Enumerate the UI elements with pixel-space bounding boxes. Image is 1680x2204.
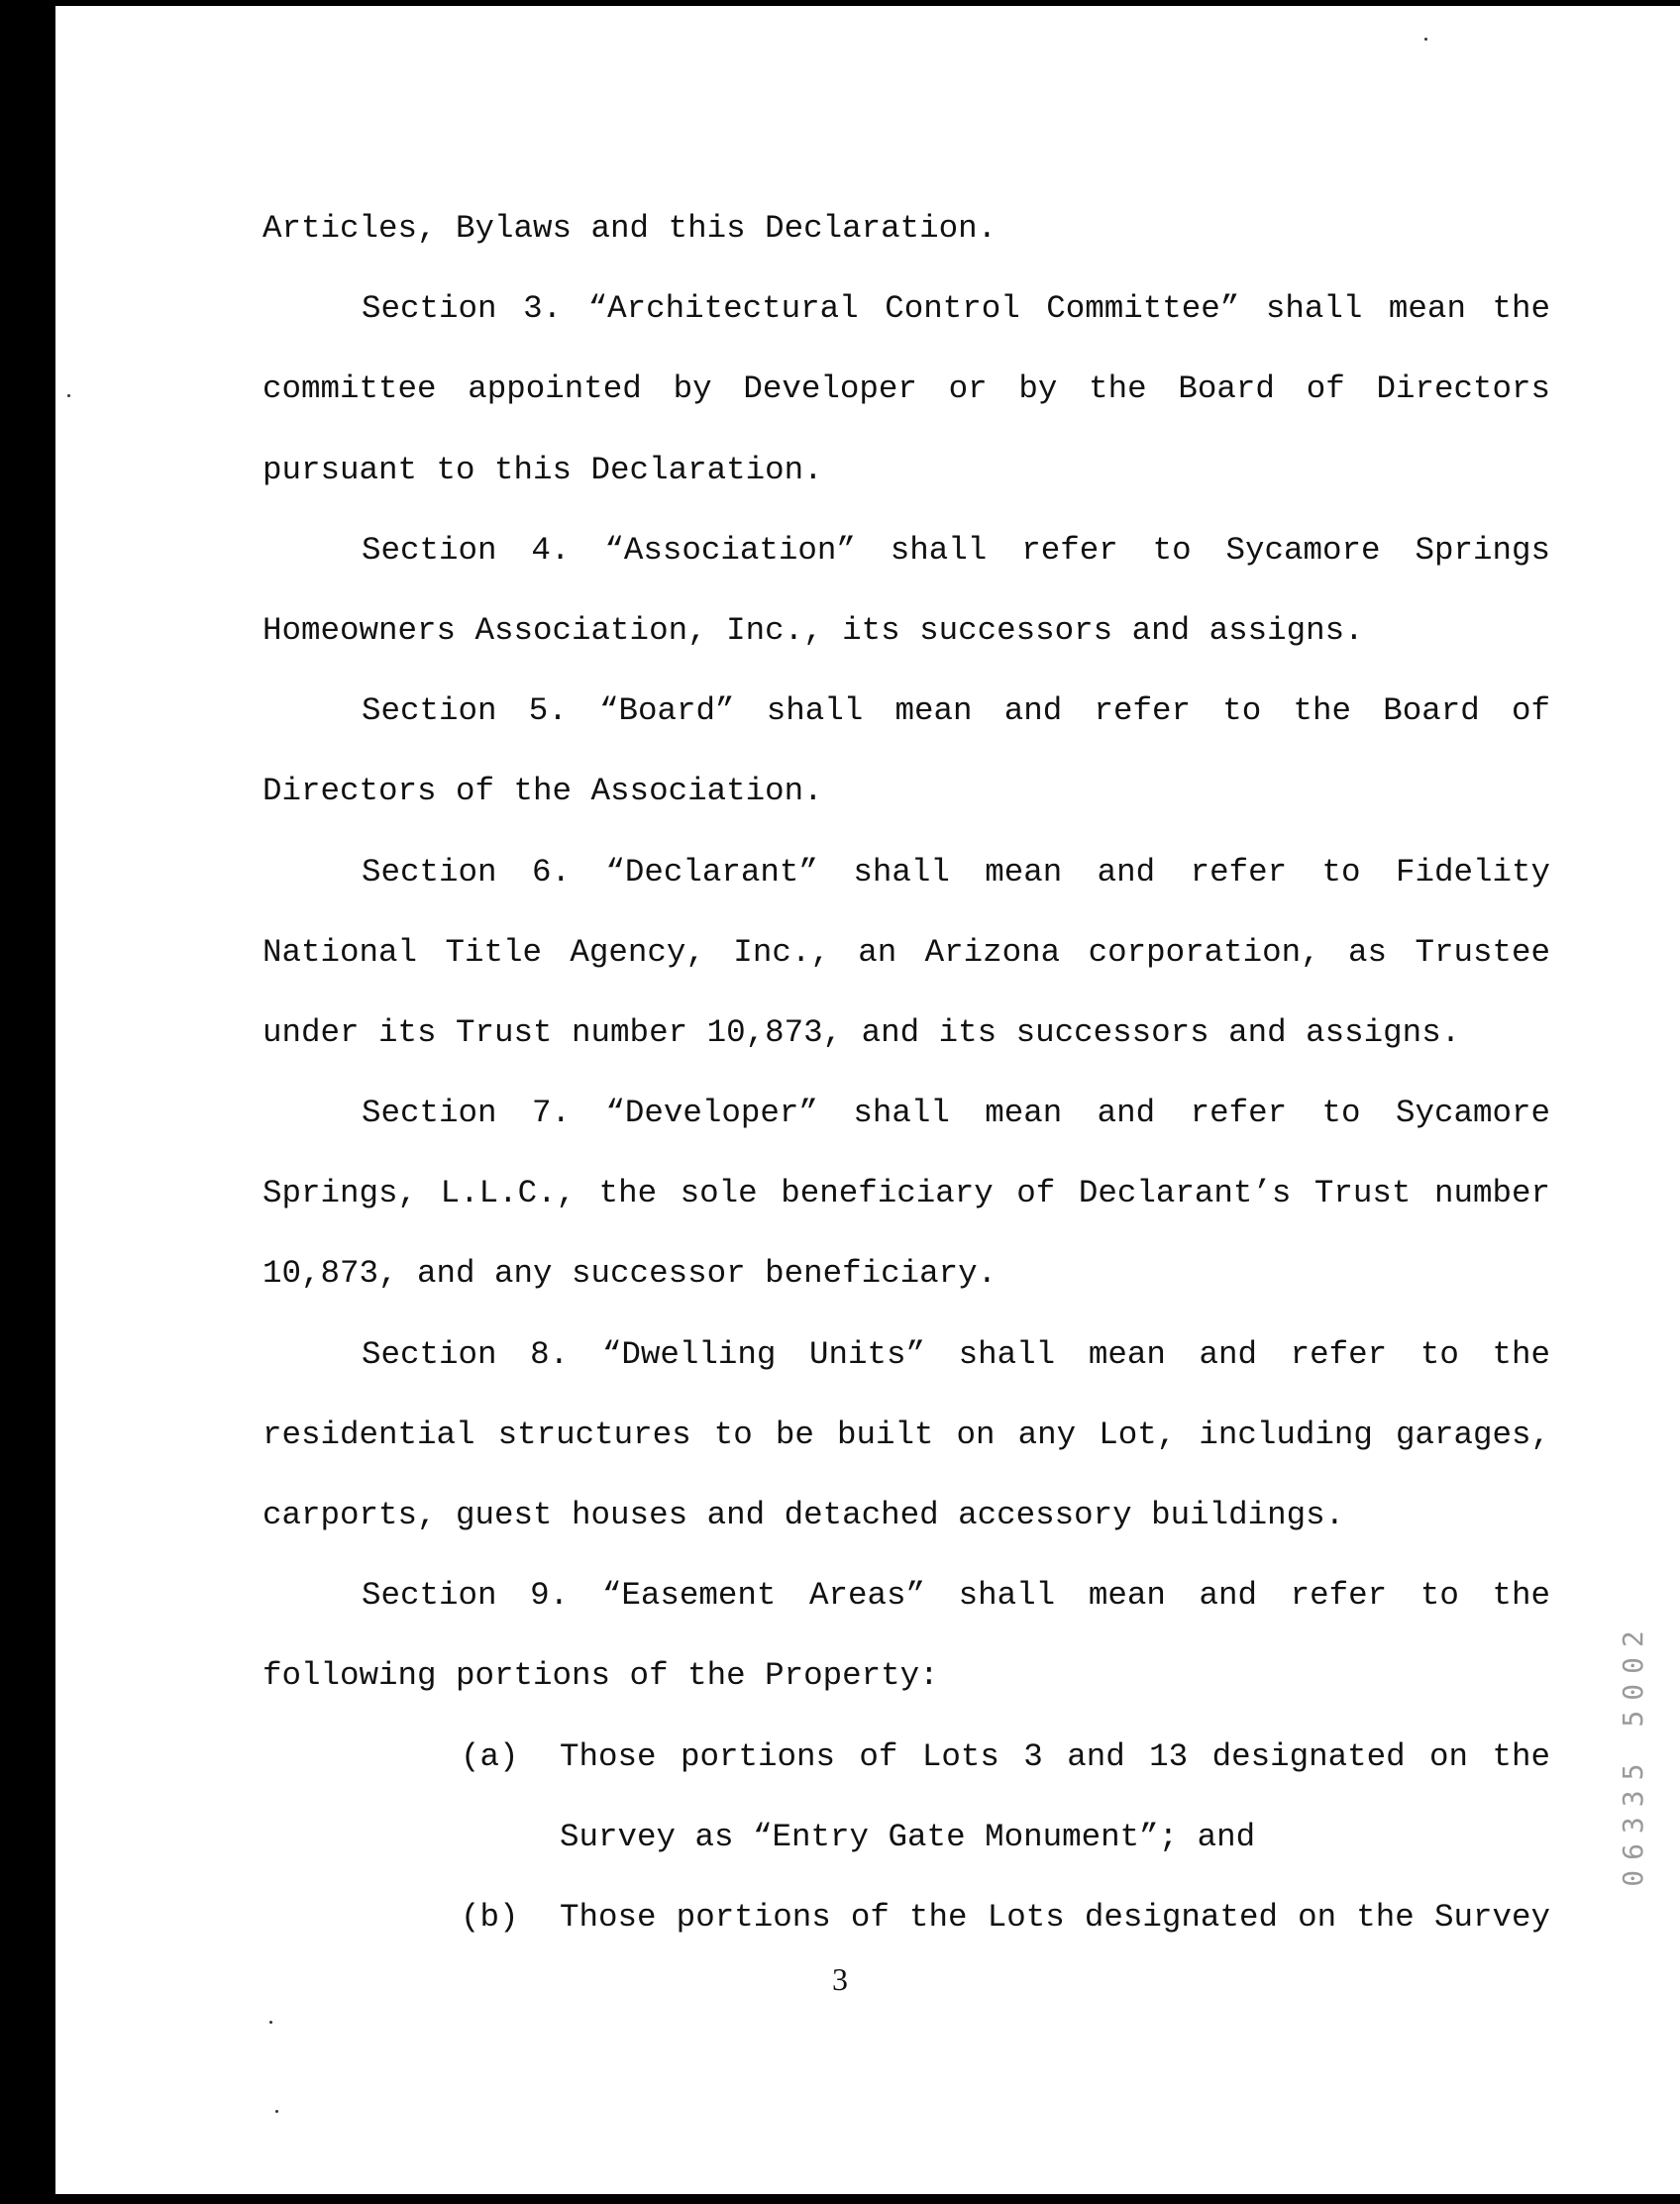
scan-speck <box>269 2021 272 2024</box>
text-line: Articles, Bylaws and this Declaration. <box>262 210 998 247</box>
section-7-heading-line: Section 7. “Developer” shall mean and refer to Sycamore <box>362 1095 1550 1132</box>
subitem-b-text: Those portions of the Lots designated on the Survey <box>560 1898 1550 1936</box>
text-line: Springs, L.L.C., the sole beneficiary of Declarant’s Trust number <box>262 1175 1550 1212</box>
text-line: Homeowners Association, Inc., its successors and assigns. <box>262 611 1364 649</box>
text-line: 10,873, and any successor beneficiary. <box>262 1255 998 1293</box>
scan-speck <box>275 2110 278 2113</box>
subitem-a-continuation: Survey as “Entry Gate Monument”; and <box>560 1818 1256 1855</box>
section-4-heading-line: Section 4. “Association” shall refer to Sycamore Springs <box>362 531 1550 569</box>
document-stamp <box>1613 1560 1652 1946</box>
scan-speck <box>67 394 70 397</box>
subitem-a <box>262 1732 1550 1812</box>
scan-border-bottom <box>0 2194 1680 2204</box>
text-line: following portions of the Property: <box>262 1657 939 1695</box>
text-line: Directors of the Association. <box>262 773 823 810</box>
text-line: National Title Agency, Inc., an Arizona corporation, as Trustee <box>262 933 1550 971</box>
scan-border-top <box>0 0 1680 6</box>
section-3-heading-line: Section 3. “Architectural Control Committee” shall mean the <box>362 290 1550 328</box>
subitem-b-mark: (b) <box>461 1898 519 1936</box>
text-line: under its Trust number 10,873, and its successors and assigns. <box>262 1013 1461 1051</box>
stamp-number: 06335 5002 <box>1616 1620 1649 1887</box>
section-8-heading-line: Section 8. “Dwelling Units” shall mean and refer to the <box>362 1335 1550 1373</box>
section-5-heading-line: Section 5. “Board” shall mean and refer to the Board of <box>362 692 1550 730</box>
text-line: pursuant to this Declaration. <box>262 451 823 488</box>
scan-speck <box>1424 38 1427 41</box>
text-line: carports, guest houses and detached accessory buildings. <box>262 1497 1345 1533</box>
text-line: residential structures to be built on any Lot, including garages, <box>262 1416 1550 1453</box>
subitem-a-text: Those portions of Lots 3 and 13 designated on the <box>560 1737 1550 1775</box>
text-line: committee appointed by Developer or by the Board of Directors <box>262 370 1550 408</box>
section-9-heading-line: Section 9. “Easement Areas” shall mean and refer to the <box>362 1577 1550 1615</box>
subitem-a-mark: (a) <box>461 1737 519 1775</box>
section-6-heading-line: Section 6. “Declarant” shall mean and refer to Fidelity <box>362 853 1550 891</box>
subitem-b <box>262 1892 1550 1972</box>
scan-border-left <box>0 0 55 2204</box>
page-number: 3 <box>832 1961 848 1997</box>
document-body <box>262 203 1550 1972</box>
